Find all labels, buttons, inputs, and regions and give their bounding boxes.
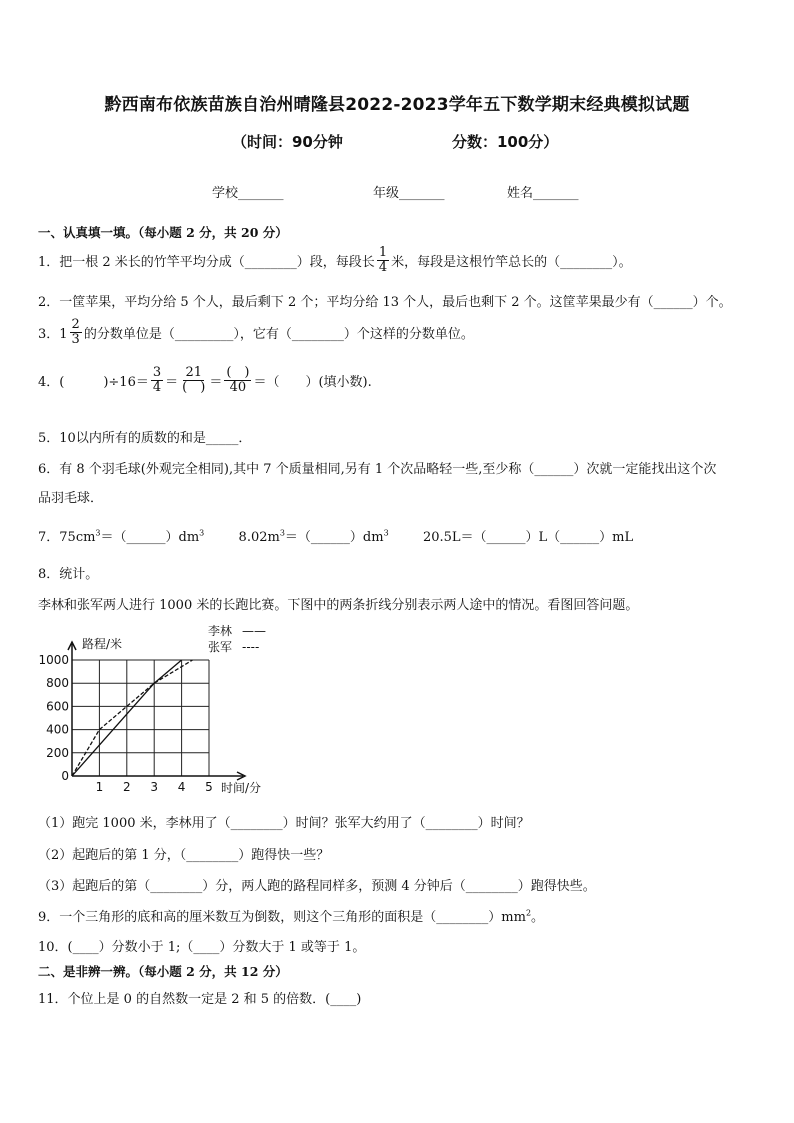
fraction-numerator: ( ) — [226, 365, 250, 380]
superscript: 3 — [383, 528, 389, 538]
question-1-fraction — [377, 246, 389, 274]
superscript: 3 — [199, 528, 205, 538]
question-6-line-1: 6．有 8 个羽毛球(外观完全相同),其中 7 个质量相同,另有 1 个次品略轻一些,至少称（______）次就一定能找出这个次 — [38, 462, 717, 477]
x-axis-label: 时间/分 — [221, 781, 262, 795]
question-8: 8．统计。 — [38, 567, 99, 582]
question-11: 11．个位上是 0 的自然数一定是 2 和 5 的倍数．(____) — [38, 992, 362, 1007]
question-9 — [38, 906, 544, 925]
question-9-text-b: 。 — [531, 910, 545, 925]
x-tick-label: 5 — [205, 780, 213, 794]
y-tick-label: 200 — [46, 745, 69, 760]
legend-label: 李林 — [208, 624, 233, 638]
series-line-zhangjun — [72, 660, 193, 776]
superscript: 3 — [95, 528, 101, 538]
question-8-2: （2）起跑后的第 1 分，（________）跑得快一些？ — [38, 848, 330, 863]
section2-heading: 二、是非辨一辨。（每小题 2 分，共 12 分） — [38, 964, 288, 979]
x-tick-label: 3 — [150, 780, 159, 794]
question-4-fraction-1 — [151, 366, 163, 394]
y-tick-label: 1000 — [38, 653, 69, 667]
question-7-part-b: 8.02m — [238, 530, 280, 545]
question-4-text-b: ＝（ ）(填小数). — [253, 374, 372, 390]
y-tick-label: 400 — [46, 722, 69, 737]
question-1-text-b: 米，每段是这根竹竿总长的（________）。 — [391, 254, 632, 270]
name-field: 姓名_______ — [507, 186, 579, 201]
question-8-1: （1）跑完 1000 米，李林用了（________）时间？张军大约用了（________）时间？ — [38, 816, 530, 831]
section1-heading: 一、认真填一填。（每小题 2 分，共 20 分） — [38, 225, 288, 240]
question-7-part-b2: ＝（______）dm — [284, 530, 384, 545]
question-7-part-a2: ＝（______）dm — [100, 530, 200, 545]
question-7 — [38, 526, 633, 545]
question-3-fraction — [70, 318, 82, 346]
y-tick-label: 800 — [46, 676, 69, 691]
fraction-numerator: 3 — [152, 365, 162, 380]
question-3-text-a: 3．1 — [38, 326, 68, 342]
question-3 — [38, 318, 474, 346]
question-4-fraction-3 — [224, 366, 251, 394]
legend-swatch: ---- — [242, 640, 260, 654]
exam-score: 分数：100分） — [452, 133, 559, 151]
question-5: 5．10以内所有的质数的和是_____． — [38, 431, 252, 446]
fraction-denominator: 3 — [71, 331, 80, 347]
question-4-text-a: 4．( )÷16＝ — [38, 374, 149, 390]
y-axis-label: 路程/米 — [82, 637, 123, 651]
fraction-numerator: 2 — [71, 317, 80, 332]
equals-sign: ＝ — [209, 374, 223, 390]
equals-sign: ＝ — [165, 374, 179, 390]
fraction-denominator: 4 — [152, 379, 162, 395]
legend-swatch: —— — [242, 624, 266, 638]
fraction-denominator: 4 — [378, 259, 388, 275]
y-tick-label: 0 — [61, 769, 69, 783]
y-tick-label: 600 — [46, 699, 69, 714]
question-10: 10．(____）分数小于 1;（____）分数大于 1 或等于 1。 — [38, 940, 366, 955]
question-9-text-a: 9．一个三角形的底和高的厘米数互为倒数，则这个三角形的面积是（________）mm — [38, 910, 526, 925]
grade-field: 年级_______ — [373, 186, 445, 201]
exam-time: （时间：90分钟 — [232, 133, 343, 151]
legend-label: 张军 — [208, 640, 233, 654]
distance-time-line-chart — [30, 620, 290, 802]
page-title: 黔西南布依族苗族自治州晴隆县2022-2023学年五下数学期末经典模拟试题 — [104, 95, 690, 115]
question-8-3: （3）起跑后的第（________）分，两人跑的路程同样多，预测 4 分钟后（________）跑得快些。 — [38, 879, 596, 894]
question-4 — [38, 366, 372, 394]
fraction-numerator: 1 — [378, 245, 388, 260]
question-1-text-a: 1．把一根 2 米长的竹竿平均分成（________）段，每段长 — [38, 254, 375, 270]
school-field: 学校_______ — [212, 186, 284, 201]
fraction-denominator: 40 — [229, 379, 247, 395]
question-3-text-b: 的分数单位是（_________），它有（________）个这样的分数单位。 — [83, 326, 474, 342]
x-tick-label: 4 — [177, 780, 186, 794]
question-6-line-2: 品羽毛球． — [38, 491, 104, 506]
x-tick-label: 1 — [95, 780, 104, 794]
question-7-part-c: 20.5L＝（______）L（______）mL — [422, 530, 634, 545]
fraction-numerator: 21 — [185, 365, 202, 380]
question-8-description: 李林和张军两人进行 1000 米的长跑比赛。下图中的两条折线分别表示两人途中的情况。看图回答问题。 — [38, 598, 639, 613]
question-2: 2．一筐苹果，平均分给 5 个人，最后剩下 2 个；平均分给 13 个人，最后也剩下 2 个。这筐苹果最少有（______）个。 — [38, 295, 732, 310]
superscript: 3 — [279, 528, 285, 538]
superscript: 2 — [525, 908, 532, 918]
x-tick-label: 2 — [122, 780, 131, 794]
question-7-part-a: 7．75cm — [38, 530, 96, 545]
question-1 — [38, 246, 632, 274]
question-4-fraction-2 — [180, 366, 207, 394]
fraction-denominator: ( ) — [182, 379, 206, 395]
